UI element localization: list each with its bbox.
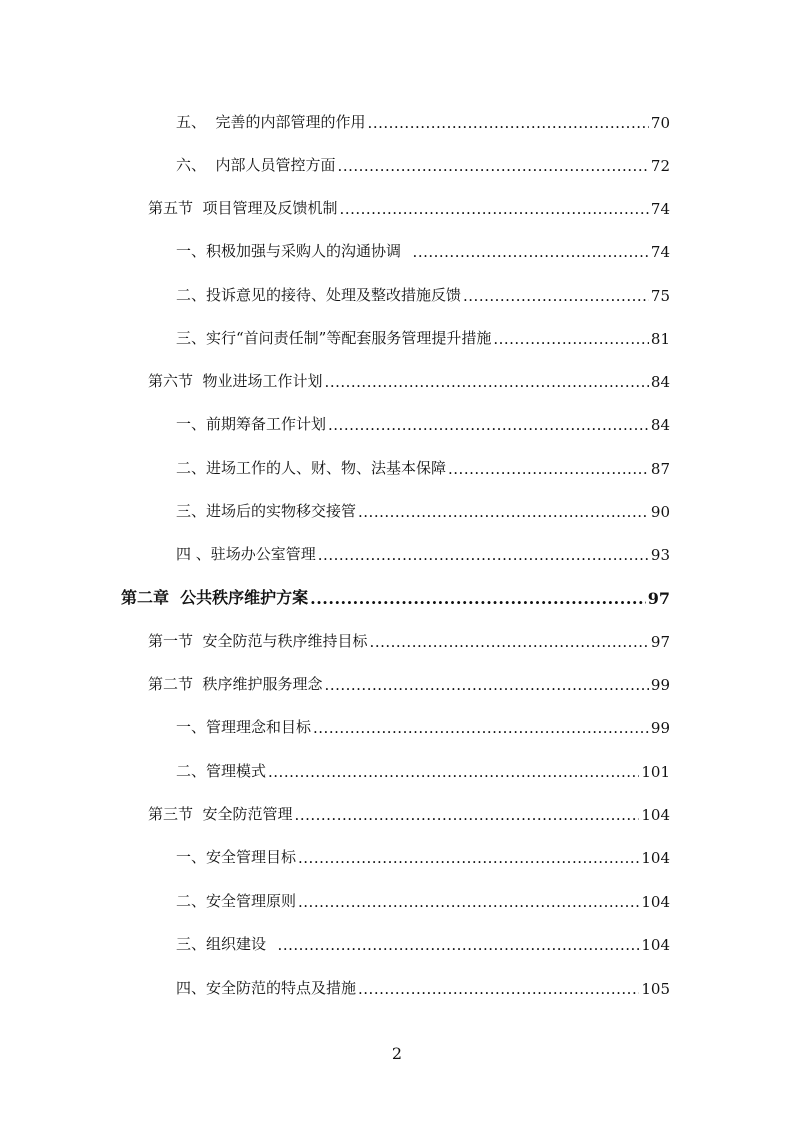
toc-entry-page: 97 [647,589,670,608]
leader-dots [358,503,649,521]
toc-entry-page: 74 [650,243,670,261]
toc-entry-page: 84 [650,416,670,434]
toc-entry-page: 104 [641,806,670,824]
toc-entry-page: 72 [650,157,670,175]
toc-entry-label: 五、 完善的内部管理的作用 [176,113,366,131]
toc-entry-label: 二、管理模式 [176,762,267,780]
toc-entry[interactable] [176,454,670,478]
leader-dots [368,114,649,132]
toc-entry[interactable] [176,757,670,781]
toc-entry[interactable] [176,540,670,564]
toc-entry[interactable] [148,670,670,694]
toc-entry-label: 二、安全管理原则 [176,892,297,910]
toc-entry-page: 70 [650,114,670,132]
toc-entry-label: 三、进场后的实物移交接管 [176,502,357,520]
toc-entry[interactable] [148,627,670,651]
toc-entry[interactable] [176,843,670,867]
leader-dots [268,763,639,781]
leader-dots [325,676,649,694]
toc-entry-label: 一、前期筹备工作计划 [176,415,327,433]
toc-entry-label: 三、实行“首问责任制”等配套服务管理提升措施 [176,329,492,347]
toc-entry-page: 104 [641,849,670,867]
toc-entry[interactable] [148,194,670,218]
leader-dots [298,849,639,867]
toc-entry-label: 第三节 安全防范管理 [148,805,293,823]
leader-dots [278,936,640,954]
toc-entry-label: 第一节 安全防范与秩序维持目标 [148,632,368,650]
toc-entry[interactable] [176,108,670,132]
leader-dots [370,633,649,651]
toc-entry-page: 104 [641,936,670,954]
toc-entry-label: 三、组织建设 [176,935,276,953]
toc-entry-label: 一、积极加强与采购人的沟通协调 [176,242,411,260]
toc-entry[interactable] [176,713,670,737]
toc-entry[interactable] [176,324,670,348]
toc-entry-page: 99 [650,676,670,694]
toc-entry[interactable] [148,800,670,824]
toc-entry-page: 81 [650,330,670,348]
toc-entry-label: 二、投诉意见的接待、处理及整改措施反馈 [176,286,462,304]
toc-entry-page: 84 [650,373,670,391]
toc-entry-page: 75 [650,287,670,305]
leader-dots [328,416,649,434]
toc-entry[interactable] [176,410,670,434]
toc-entry-page: 93 [650,546,670,564]
toc-entry-page: 104 [641,893,670,911]
toc-entry-label: 四 、驻场办公室管理 [176,545,316,563]
leader-dots [338,157,649,175]
toc-entry-page: 105 [641,980,670,998]
leader-dots [318,546,649,564]
toc-entry[interactable] [176,974,670,998]
leader-dots [463,287,649,305]
toc-entry-label: 一、安全管理目标 [176,848,297,866]
leader-dots [358,980,639,998]
toc-entry-label: 第二节 秩序维护服务理念 [148,675,323,693]
leader-dots [325,373,649,391]
toc-entry-label: 四、安全防范的特点及措施 [176,979,357,997]
toc-entry-label: 一、管理理念和目标 [176,718,312,736]
toc-entry-page: 90 [650,503,670,521]
toc-entry-page: 74 [650,200,670,218]
toc-entry-label: 第五节 项目管理及反馈机制 [148,199,338,217]
toc-entry-label: 第六节 物业进场工作计划 [148,372,323,390]
toc-chapter-entry[interactable] [121,584,670,608]
leader-dots [493,330,649,348]
leader-dots [448,460,649,478]
toc-entry-page: 87 [650,460,670,478]
leader-dots [310,589,646,608]
leader-dots [295,806,640,824]
leader-dots [340,200,649,218]
toc-entry[interactable] [176,151,670,175]
toc-entry-label: 二、进场工作的人、财、物、法基本保障 [176,459,447,477]
toc-entry[interactable] [148,367,670,391]
toc-entry-label: 六、 内部人员管控方面 [176,156,336,174]
leader-dots [413,243,649,261]
toc-entry[interactable] [176,237,670,261]
toc-entry-page: 97 [650,633,670,651]
toc-entry[interactable] [176,281,670,305]
toc-entry-page: 101 [641,763,670,781]
toc-entry-page: 99 [650,719,670,737]
leader-dots [313,719,649,737]
page-number: 2 [391,1044,403,1063]
toc-entry[interactable] [176,497,670,521]
toc-entry[interactable] [176,887,670,911]
leader-dots [298,893,639,911]
toc-entry[interactable] [176,930,670,954]
toc-entry-label: 第二章 公共秩序维护方案 [121,588,309,607]
